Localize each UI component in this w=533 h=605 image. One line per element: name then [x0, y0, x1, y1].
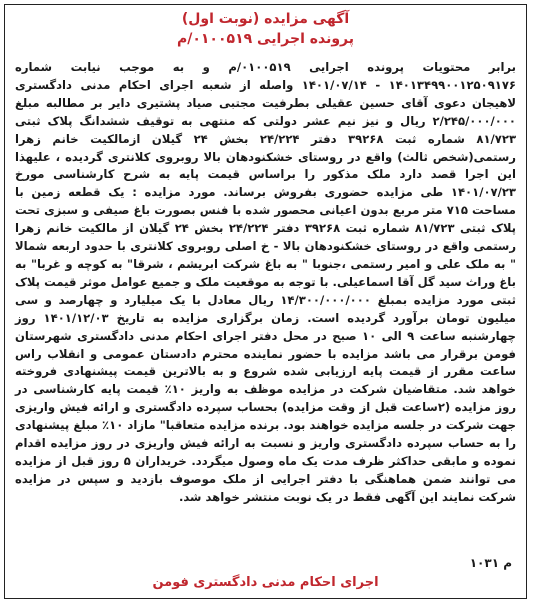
issuer-signature: اجرای احکام مدنی دادگستری فومن — [152, 575, 379, 590]
notice-frame — [4, 4, 527, 599]
notice-header — [5, 9, 526, 49]
notice-title: آگهی مزایده (نوبت اول) — [181, 11, 350, 27]
reference-number: م ۱۰۳۱ — [469, 556, 512, 570]
notice-body: برابر محتویات پرونده اجرایی ۰۱۰۰۵۱۹/م و به موجب نیابت شماره ۱۴۰۱۳۴۹۹۰۰۱۲۵۰۹۱۷۶ - ۱۴۰۱/۰۷/۱۴ واصله از شعبه اجرای احکام مدنی دادگستری لاهیجان دعوی آقای حسین عقیلی بطرفیت مجتبی صیاد پشتیری دایر بر مطالبه مبلغ ۲/۲۴۵/۰۰۰/۰۰۰ ریال و نیز نیم عشر دولتی که منتهی به توقیف ششدانگ پلاک ثبتی ۸۱/۷۲۳ شماره ثبت ۳۹۲۶۸ دفتر ۲۴/۲۲۴ بخش ۲۴ گیلان ازمالکیت خانم زهرا رستمی(شخص ثالث) واقع در روستای خشکنودهان بالا روبروی کلانتری گردیده ، علیهذا این اجرا قصد دارد ملک مذکور را براساس قیمت پایه به شرح کارشناسی مورخ ۱۴۰۱/۰۷/۲۳ طی مزایده حضوری بفروش برساند. مورد مزایده : یک قطعه زمین با مساحت ۷۱۵ متر مربع بدون اعیانی محصور شده با فنس بصورت باغ صیفی و سبزی تحت پلاک ثبتی ۸۱/۷۲۳ شماره ثبت ۳۹۲۶۸ دفتر ۲۴/۲۲۴ بخش ۲۴ گیلان از مالکیت خانم زهرا رستمی واقع در روستای خشکنودهان بالا - خ اصلی روبروی کلانتری با حدود اربعه شمالا " به ملک علی و امیر رستمی ،جنوبا " به باغ شرکت ابریشم ، شرقا" به کوچه و غربا" به باغ وراث سید گل آقا اسماعیلی. با توجه به موقعیت ملک و جمیع عوامل موثر قیمت پلاک ثبتی مورد مزایده بمبلغ ۱۴/۳۰۰/۰۰۰/۰۰۰ ریال معادل با یک میلیارد و چهارصد و سی میلیون تومان برآورد گردیده است. زمان برگزاری مزایده به تاریخ ۱۴۰۱/۱۲/۰۳ روز چهارشنبه ساعت ۹ الی ۱۰ صبح در محل دفتر اجرای احکام مدنی دادگستری شهرستان فومن برقرار می باشد مزایده با حضور نماینده محترم دادستان عمومی و انقلاب راس ساعت مقرر از قیمت پایه ارزیابی شده شروع و به بالاترین قیمت پیشنهادی فروخته خواهد شد. متقاضیان شرکت در مزایده موظف به واریز ۱۰٪ قیمت پایه کارشناسی در روز مزایده (۲ساعت قبل از وقت مزایده) بحساب سپرده دادگستری و ارائه فیش واریزی جهت شرکت در جلسه مزایده خواهند بود. برنده مزایده متعاقبا" مازاد ۱۰٪ مبلغ پیشنهادی را به حساب سپرده دادگستری واریز و نسبت به ارائه فیش واریزی در روز مزایده اقدام نموده و مابقی حداکثر ظرف مدت یک ماه وصول میگردد. خریداران ۵ روز قبل از مزایده می توانند ضمن هماهنگی با دفتر اجرایی از ملک موصوف بازدید و سپس در مزایده شرکت نمایند این آگهی فقط در یک نوبت منتشر خواهد شد. — [15, 60, 517, 504]
file-number: پرونده اجرایی ۰۱۰۰۵۱۹/م — [176, 31, 355, 47]
